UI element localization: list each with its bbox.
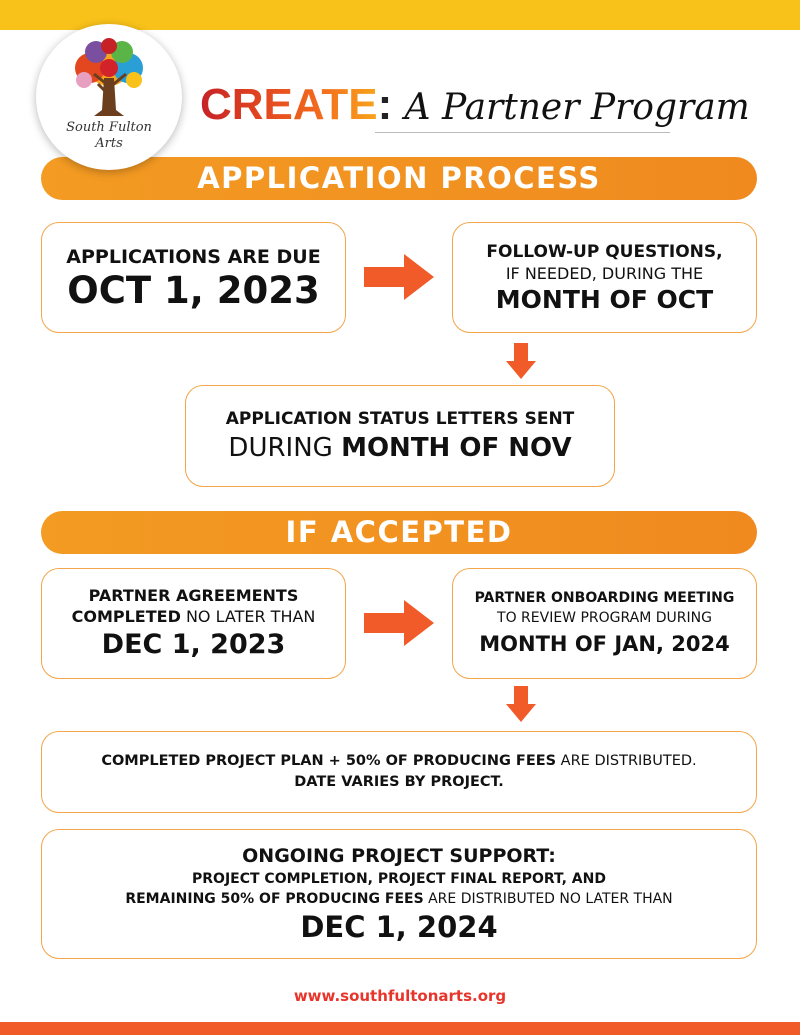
arrow-down-icon xyxy=(506,686,536,722)
south-fulton-arts-logo xyxy=(36,24,182,170)
support-line3-rest: ARE DISTRIBUTED NO LATER THAN xyxy=(423,891,673,907)
agreements-date: DEC 1, 2023 xyxy=(101,628,286,660)
onboarding-line1: PARTNER ONBOARDING MEETING xyxy=(474,589,735,606)
step-partner-agreements xyxy=(41,568,346,679)
due-line1: APPLICATIONS ARE DUE xyxy=(66,245,321,268)
followup-line3: MONTH OF OCT xyxy=(495,284,714,314)
followup-line2: IF NEEDED, DURING THE xyxy=(505,263,704,283)
arrow-down-icon xyxy=(506,343,536,379)
followup-line1: FOLLOW-UP QUESTIONS, xyxy=(486,241,723,262)
title-colon: : xyxy=(377,80,393,129)
step-followup-questions xyxy=(452,222,757,333)
onboarding-line3: MONTH OF JAN, 2024 xyxy=(479,631,730,656)
plan-line1-rest: ARE DISTRIBUTED. xyxy=(556,753,697,769)
tree-icon xyxy=(64,38,154,120)
support-line3 xyxy=(125,889,672,909)
page-title xyxy=(200,80,750,130)
status-line2-bold: MONTH OF NOV xyxy=(341,433,572,463)
step-onboarding-meeting xyxy=(452,568,757,679)
status-line2-prefix: DURING xyxy=(228,433,342,463)
step-status-letters xyxy=(185,385,615,487)
plan-line1-bold: COMPLETED PROJECT PLAN + 50% OF PRODUCING FEES xyxy=(101,753,557,769)
step-applications-due xyxy=(41,222,346,333)
step-project-plan xyxy=(41,731,757,813)
agreements-line2-rest: NO LATER THAN xyxy=(180,606,316,626)
support-line3-bold: REMAINING 50% OF PRODUCING FEES xyxy=(125,891,424,907)
logo-text-line1: South Fulton xyxy=(66,120,152,135)
bottom-accent-bar xyxy=(0,1022,800,1035)
arrow-right-icon xyxy=(364,254,434,300)
title-create: CREATE xyxy=(200,80,378,129)
arrow-right-icon xyxy=(364,600,434,646)
support-line2: PROJECT COMPLETION, PROJECT FINAL REPORT, AND xyxy=(192,871,606,887)
step-ongoing-support xyxy=(41,829,757,959)
status-line1: APPLICATION STATUS LETTERS SENT xyxy=(225,409,575,429)
banner-application-process: APPLICATION PROCESS xyxy=(41,157,757,200)
website-link[interactable]: www.southfultonarts.org xyxy=(293,987,507,1005)
agreements-line2-bold: COMPLETED xyxy=(71,606,181,626)
banner-if-accepted: IF ACCEPTED xyxy=(41,511,757,554)
agreements-line1: PARTNER AGREEMENTS xyxy=(88,585,299,605)
status-line2 xyxy=(228,431,571,465)
title-underline xyxy=(375,132,670,133)
due-date: OCT 1, 2023 xyxy=(67,268,320,312)
support-date: DEC 1, 2024 xyxy=(300,910,498,944)
logo-text-line2: Arts xyxy=(95,136,123,151)
onboarding-line2: TO REVIEW PROGRAM DURING xyxy=(497,609,712,626)
support-line1: ONGOING PROJECT SUPPORT: xyxy=(242,845,556,867)
title-subtitle: A Partner Program xyxy=(404,87,750,128)
plan-line2: DATE VARIES BY PROJECT. xyxy=(294,774,504,790)
plan-line1 xyxy=(101,751,696,772)
agreements-line2 xyxy=(72,606,316,627)
